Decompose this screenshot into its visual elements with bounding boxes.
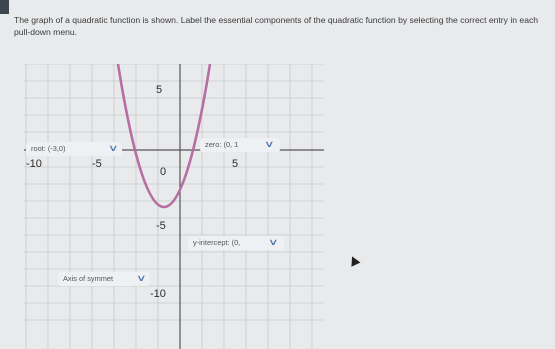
- root-dropdown-value: root: (-3,0): [31, 144, 66, 153]
- grid-lines: [24, 64, 324, 349]
- x-tick-label: 0: [160, 166, 167, 178]
- x-tick-label: 5: [232, 158, 239, 170]
- chevron-down-icon: ∨: [268, 237, 279, 247]
- y-tick-label: -10: [150, 288, 166, 300]
- chevron-down-icon: ∨: [264, 139, 275, 149]
- question-flag-icon: [0, 0, 9, 14]
- question-instructions: The graph of a quadratic function is shown. Label the essential components of the quadratic function by selecting the correct entry in each pull-down menu.: [14, 15, 539, 37]
- root-dropdown[interactable]: [26, 142, 122, 156]
- chevron-down-icon: ∨: [108, 143, 119, 153]
- zero-dropdown[interactable]: [200, 138, 280, 152]
- axis-of-symmetry-dropdown-value: Axis of symmet: [63, 274, 114, 283]
- parabola-curve: [118, 64, 210, 207]
- coordinate-graph: [24, 64, 324, 349]
- y-intercept-dropdown[interactable]: [188, 236, 284, 250]
- x-tick-label: -5: [92, 158, 102, 170]
- y-intercept-dropdown-value: y-intercept: (0,: [193, 238, 241, 247]
- y-tick-label: 5: [156, 84, 163, 96]
- x-tick-label: -10: [26, 158, 42, 170]
- chevron-down-icon: ∨: [136, 273, 147, 283]
- graph-canvas: [24, 64, 324, 349]
- y-tick-label: -5: [156, 220, 166, 232]
- mouse-cursor-icon: [348, 254, 361, 266]
- zero-dropdown-value: zero: (0, 1: [205, 140, 239, 149]
- axis-of-symmetry-dropdown[interactable]: [58, 272, 150, 286]
